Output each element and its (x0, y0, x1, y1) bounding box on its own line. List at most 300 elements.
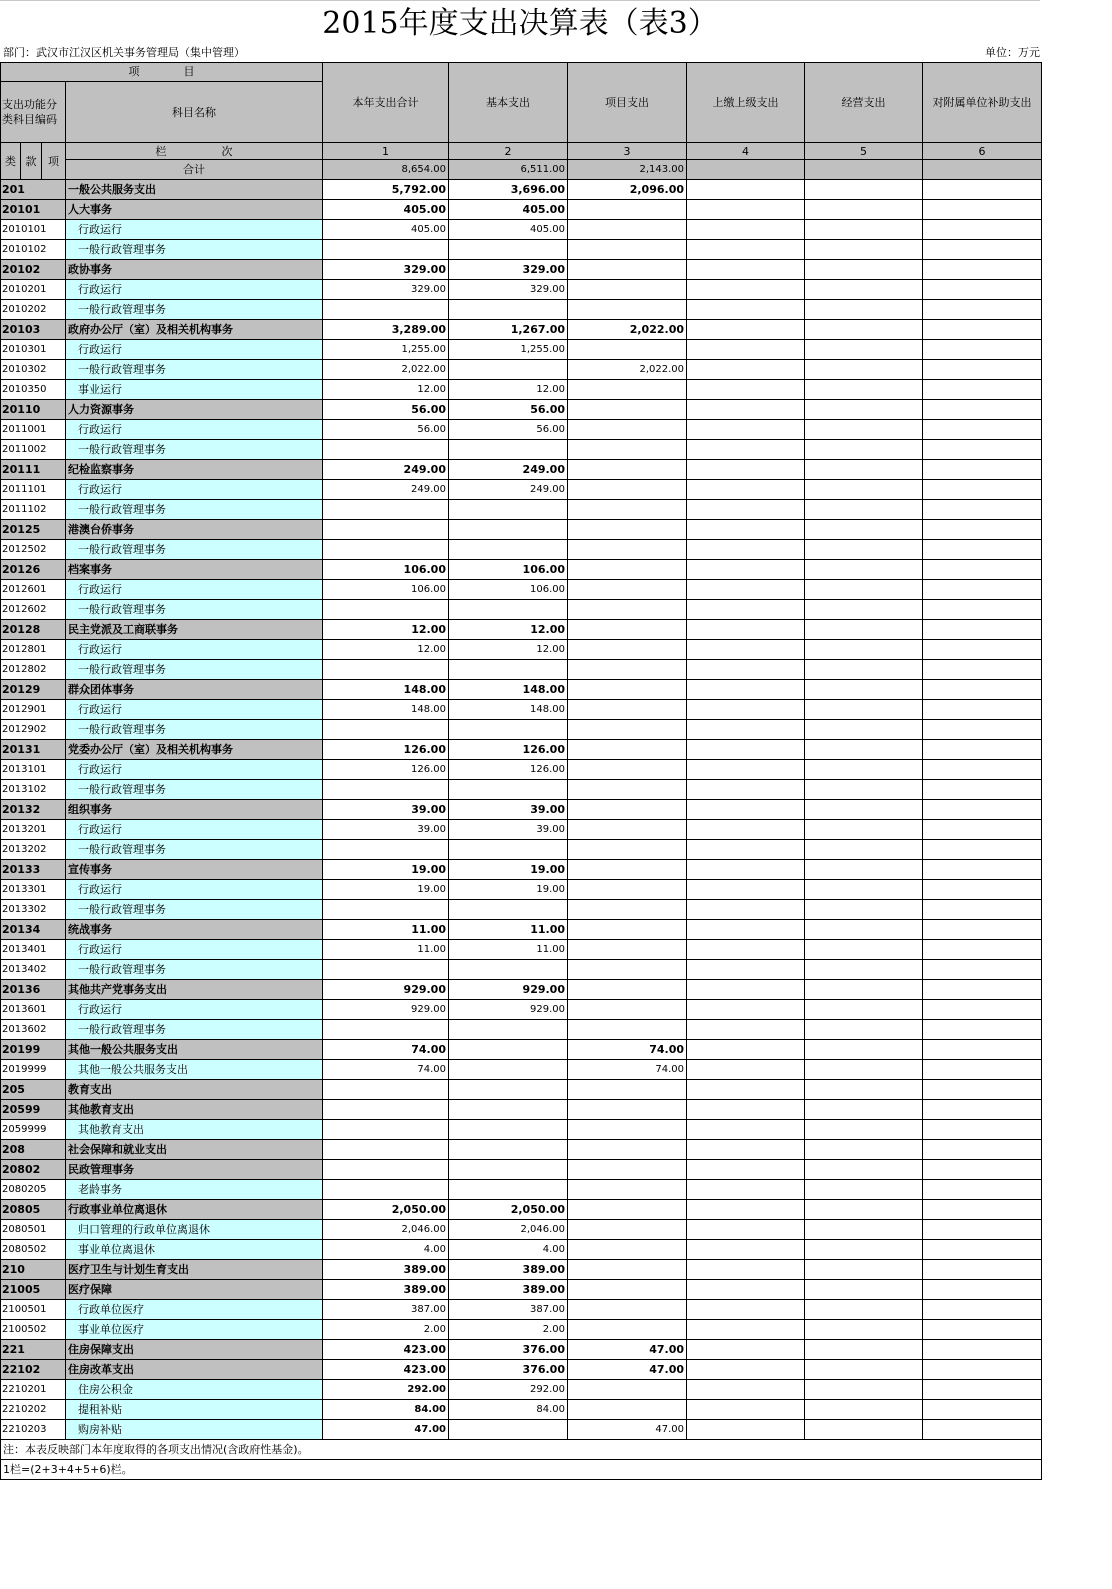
value-cell-col5 (805, 480, 923, 500)
value-cell-col4 (687, 680, 805, 700)
table-row (1, 720, 1042, 740)
value-cell-col6 (923, 980, 1042, 1000)
table-row (1, 740, 1042, 760)
value-cell-col6 (923, 580, 1042, 600)
value-cell-col2: 12.00 (449, 620, 568, 640)
table-row (1, 600, 1042, 620)
value-cell-col4 (687, 340, 805, 360)
subject-code: 2210202 (1, 1400, 66, 1420)
value-cell-col3 (568, 1240, 687, 1260)
value-cell-col6 (923, 820, 1042, 840)
subject-name: 住房保障支出 (66, 1340, 323, 1360)
value-cell-col1: 106.00 (323, 560, 449, 580)
subject-code: 2013301 (1, 880, 66, 900)
value-cell-col3 (568, 480, 687, 500)
value-cell-col5 (805, 380, 923, 400)
value-cell-col5 (805, 640, 923, 660)
value-cell-col6 (923, 1300, 1042, 1320)
value-cell-col3 (568, 1260, 687, 1280)
table-row (1, 920, 1042, 940)
value-cell-col5 (805, 320, 923, 340)
subject-code: 205 (1, 1080, 66, 1100)
value-cell-col1: 47.00 (323, 1420, 449, 1440)
col-num-1: 1 (323, 143, 449, 160)
value-cell-col5 (805, 1180, 923, 1200)
table-row (1, 680, 1042, 700)
value-cell-col5 (805, 460, 923, 480)
value-cell-col2: 12.00 (449, 640, 568, 660)
value-cell-col4 (687, 940, 805, 960)
subject-code: 2013601 (1, 1000, 66, 1020)
value-cell-col3 (568, 500, 687, 520)
value-cell-col6 (923, 640, 1042, 660)
value-cell-col3 (568, 1200, 687, 1220)
subject-code: 2010202 (1, 300, 66, 320)
subject-code: 2080502 (1, 1240, 66, 1260)
value-cell-col4 (687, 260, 805, 280)
value-cell-col1: 126.00 (323, 760, 449, 780)
table-row (1, 220, 1042, 240)
subject-code: 2080501 (1, 1220, 66, 1240)
value-cell-col3 (568, 1380, 687, 1400)
value-cell-col5 (805, 1100, 923, 1120)
value-cell-col6 (923, 1120, 1042, 1140)
value-cell-col5 (805, 660, 923, 680)
table-row (1, 1220, 1042, 1240)
value-cell-col3 (568, 860, 687, 880)
subject-name: 人大事务 (66, 200, 323, 220)
value-cell-col6 (923, 560, 1042, 580)
value-cell-col6 (923, 500, 1042, 520)
value-cell-col1 (323, 720, 449, 740)
subject-name: 一般行政管理事务 (66, 720, 323, 740)
value-cell-col4 (687, 900, 805, 920)
subject-code: 2013602 (1, 1020, 66, 1040)
value-cell-col5 (805, 1280, 923, 1300)
value-cell-col6 (923, 200, 1042, 220)
value-cell-col2 (449, 520, 568, 540)
value-cell-col3 (568, 1120, 687, 1140)
unit-label: 单位：万元 (985, 46, 1040, 59)
value-cell-col1: 84.00 (323, 1400, 449, 1420)
value-cell-col6 (923, 220, 1042, 240)
value-cell-col6 (923, 1260, 1042, 1280)
value-cell-col3 (568, 680, 687, 700)
subject-name: 一般行政管理事务 (66, 900, 323, 920)
value-cell-col4 (687, 780, 805, 800)
value-cell-col4 (687, 620, 805, 640)
code-header: 支出功能分类科目编码 (1, 82, 66, 143)
value-cell-col3 (568, 720, 687, 740)
value-cell-col5 (805, 420, 923, 440)
table-row (1, 1400, 1042, 1420)
col-header-basic: 基本支出 (449, 63, 568, 143)
value-cell-col5 (805, 260, 923, 280)
subject-code: 20805 (1, 1200, 66, 1220)
value-cell-col4 (687, 1140, 805, 1160)
value-cell-col1: 929.00 (323, 980, 449, 1000)
value-cell-col4 (687, 240, 805, 260)
value-cell-col3 (568, 420, 687, 440)
value-cell-col3 (568, 660, 687, 680)
subject-code: 2011102 (1, 500, 66, 520)
value-cell-col2 (449, 1040, 568, 1060)
value-cell-col5 (805, 800, 923, 820)
value-cell-col3: 74.00 (568, 1040, 687, 1060)
value-cell-col5 (805, 740, 923, 760)
table-row (1, 1020, 1042, 1040)
value-cell-col1 (323, 1160, 449, 1180)
value-cell-col5 (805, 520, 923, 540)
value-cell-col2: 148.00 (449, 700, 568, 720)
subject-code: 20101 (1, 200, 66, 220)
subject-name: 民政管理事务 (66, 1160, 323, 1180)
subject-name: 行政运行 (66, 760, 323, 780)
table-row (1, 1060, 1042, 1080)
subject-name: 一般行政管理事务 (66, 840, 323, 860)
col-num-3: 3 (568, 143, 687, 160)
value-cell-col5 (805, 1340, 923, 1360)
subject-name: 购房补贴 (66, 1420, 323, 1440)
value-cell-col5 (805, 220, 923, 240)
value-cell-col4 (687, 820, 805, 840)
subject-name: 行政事业单位离退休 (66, 1200, 323, 1220)
subject-name: 人力资源事务 (66, 400, 323, 420)
value-cell-col1: 56.00 (323, 400, 449, 420)
subject-code: 20199 (1, 1040, 66, 1060)
value-cell-col4 (687, 1220, 805, 1240)
value-cell-col6 (923, 860, 1042, 880)
value-cell-col1 (323, 1020, 449, 1040)
value-cell-col3 (568, 560, 687, 580)
subject-code: 2012602 (1, 600, 66, 620)
value-cell-col5 (805, 540, 923, 560)
value-cell-col5 (805, 560, 923, 580)
table-row (1, 1380, 1042, 1400)
table-row (1, 1360, 1042, 1380)
value-cell-col1 (323, 240, 449, 260)
subject-name: 其他共产党事务支出 (66, 980, 323, 1000)
value-cell-col5 (805, 360, 923, 380)
subject-name: 一般行政管理事务 (66, 780, 323, 800)
value-cell-col5 (805, 1300, 923, 1320)
subject-code: 20134 (1, 920, 66, 940)
value-cell-col3 (568, 220, 687, 240)
value-cell-col5 (805, 1200, 923, 1220)
value-cell-col1: 292.00 (323, 1380, 449, 1400)
subject-code: 2010301 (1, 340, 66, 360)
value-cell-col6 (923, 520, 1042, 540)
value-cell-col1: 148.00 (323, 680, 449, 700)
value-cell-col3 (568, 580, 687, 600)
value-cell-col1: 2,022.00 (323, 360, 449, 380)
value-cell-col5 (805, 600, 923, 620)
value-cell-col3 (568, 800, 687, 820)
value-cell-col1: 929.00 (323, 1000, 449, 1020)
value-cell-col3 (568, 1140, 687, 1160)
table-row (1, 240, 1042, 260)
value-cell-col2 (449, 1160, 568, 1180)
table-row (1, 860, 1042, 880)
value-cell-col4 (687, 320, 805, 340)
lei-header: 类 (1, 143, 21, 180)
subject-code: 2080205 (1, 1180, 66, 1200)
subject-name: 行政运行 (66, 420, 323, 440)
value-cell-col4 (687, 1080, 805, 1100)
value-cell-col3 (568, 1300, 687, 1320)
value-cell-col2 (449, 900, 568, 920)
value-cell-col5 (805, 1040, 923, 1060)
value-cell-col5 (805, 1380, 923, 1400)
subject-name: 民主党派及工商联事务 (66, 620, 323, 640)
value-cell-col6 (923, 780, 1042, 800)
value-cell-col6 (923, 1220, 1042, 1240)
value-cell-col4 (687, 1040, 805, 1060)
value-cell-col4 (687, 200, 805, 220)
value-cell-col2: 11.00 (449, 920, 568, 940)
subject-code: 2010102 (1, 240, 66, 260)
value-cell-col1 (323, 1140, 449, 1160)
value-cell-col3 (568, 460, 687, 480)
subject-name: 事业单位医疗 (66, 1320, 323, 1340)
subject-code: 2013202 (1, 840, 66, 860)
table-row (1, 560, 1042, 580)
value-cell-col6 (923, 920, 1042, 940)
table-row (1, 400, 1042, 420)
value-cell-col2 (449, 1420, 568, 1440)
value-cell-col6 (923, 1020, 1042, 1040)
value-cell-col3 (568, 1180, 687, 1200)
value-cell-col4 (687, 800, 805, 820)
subject-name: 教育支出 (66, 1080, 323, 1100)
subject-code: 20125 (1, 520, 66, 540)
value-cell-col6 (923, 800, 1042, 820)
col-header-project: 项目支出 (568, 63, 687, 143)
table-row (1, 1180, 1042, 1200)
value-cell-col6 (923, 1280, 1042, 1300)
value-cell-col1: 1,255.00 (323, 340, 449, 360)
value-cell-col2: 19.00 (449, 880, 568, 900)
value-cell-col2: 929.00 (449, 980, 568, 1000)
value-cell-col3 (568, 200, 687, 220)
subject-name: 一般行政管理事务 (66, 660, 323, 680)
value-cell-col4 (687, 180, 805, 200)
value-cell-col4 (687, 1020, 805, 1040)
value-cell-col4 (687, 160, 805, 180)
value-cell-col1: 11.00 (323, 940, 449, 960)
value-cell-col3 (568, 240, 687, 260)
xiang-header: 项 (42, 143, 66, 180)
value-cell-col2: 249.00 (449, 480, 568, 500)
value-cell-col6 (923, 400, 1042, 420)
table-row (1, 960, 1042, 980)
value-cell-col3 (568, 280, 687, 300)
value-cell-col3 (568, 640, 687, 660)
subject-name: 党委办公厅（室）及相关机构事务 (66, 740, 323, 760)
table-row (1, 480, 1042, 500)
subject-code: 2012901 (1, 700, 66, 720)
value-cell-col6 (923, 1000, 1042, 1020)
subject-code: 2210203 (1, 1420, 66, 1440)
table-row (1, 1340, 1042, 1360)
value-cell-col5 (805, 880, 923, 900)
value-cell-col6 (923, 720, 1042, 740)
value-cell-col5 (805, 340, 923, 360)
value-cell-col1 (323, 440, 449, 460)
value-cell-col6 (923, 300, 1042, 320)
item-group-header: 项 目 (1, 63, 323, 82)
table-row (1, 1420, 1042, 1440)
value-cell-col6 (923, 1060, 1042, 1080)
subject-code: 2100502 (1, 1320, 66, 1340)
value-cell-col1: 12.00 (323, 620, 449, 640)
title-rule (0, 0, 1040, 1)
value-cell-col2 (449, 1020, 568, 1040)
table-row (1, 420, 1042, 440)
table-row (1, 1280, 1042, 1300)
value-cell-col6 (923, 960, 1042, 980)
value-cell-col3: 47.00 (568, 1360, 687, 1380)
value-cell-col5 (805, 280, 923, 300)
value-cell-col4 (687, 1360, 805, 1380)
value-cell-col4 (687, 1400, 805, 1420)
value-cell-col4 (687, 1200, 805, 1220)
value-cell-col1 (323, 1120, 449, 1140)
value-cell-col6 (923, 480, 1042, 500)
subject-name: 行政运行 (66, 880, 323, 900)
value-cell-col6 (923, 660, 1042, 680)
subject-code: 2010302 (1, 360, 66, 380)
value-cell-col4 (687, 660, 805, 680)
value-cell-col4 (687, 400, 805, 420)
value-cell-col3: 74.00 (568, 1060, 687, 1080)
subject-name: 行政运行 (66, 700, 323, 720)
subject-name: 一般行政管理事务 (66, 960, 323, 980)
value-cell-col6 (923, 700, 1042, 720)
value-cell-col2: 376.00 (449, 1360, 568, 1380)
subject-code: 20131 (1, 740, 66, 760)
value-cell-col2: 126.00 (449, 760, 568, 780)
value-cell-col3 (568, 520, 687, 540)
value-cell-col4 (687, 1300, 805, 1320)
table-row (1, 280, 1042, 300)
value-cell-col2: 19.00 (449, 860, 568, 880)
value-cell-col3 (568, 940, 687, 960)
value-cell-col1: 2,050.00 (323, 1200, 449, 1220)
value-cell-col6 (923, 1160, 1042, 1180)
value-cell-col4 (687, 720, 805, 740)
value-cell-col1: 329.00 (323, 280, 449, 300)
subject-code: 20110 (1, 400, 66, 420)
subject-name: 行政运行 (66, 640, 323, 660)
table-row (1, 1080, 1042, 1100)
value-cell-col5 (805, 820, 923, 840)
value-cell-col1: 2.00 (323, 1320, 449, 1340)
value-cell-col5 (805, 840, 923, 860)
value-cell-col5 (805, 960, 923, 980)
subject-name: 其他教育支出 (66, 1120, 323, 1140)
value-cell-col3 (568, 780, 687, 800)
subject-name: 一般行政管理事务 (66, 540, 323, 560)
subject-name: 行政运行 (66, 940, 323, 960)
expenditure-table (0, 62, 1042, 1480)
value-cell-col2: 106.00 (449, 580, 568, 600)
value-cell-col2: 2,046.00 (449, 1220, 568, 1240)
value-cell-col1: 11.00 (323, 920, 449, 940)
value-cell-col3 (568, 620, 687, 640)
value-cell-col5 (805, 1080, 923, 1100)
value-cell-col2 (449, 360, 568, 380)
table-row (1, 1040, 1042, 1060)
subject-code: 221 (1, 1340, 66, 1360)
table-row (1, 1100, 1042, 1120)
value-cell-col1: 19.00 (323, 880, 449, 900)
subject-name: 其他一般公共服务支出 (66, 1060, 323, 1080)
value-cell-col6 (923, 1080, 1042, 1100)
lan-ci-header: 栏 次 (66, 143, 323, 160)
value-cell-col4 (687, 220, 805, 240)
value-cell-col3 (568, 1000, 687, 1020)
value-cell-col2: 329.00 (449, 280, 568, 300)
value-cell-col6 (923, 320, 1042, 340)
value-cell-col2: 405.00 (449, 200, 568, 220)
subject-code: 20132 (1, 800, 66, 820)
subject-code: 2019999 (1, 1060, 66, 1080)
subject-code: 2010350 (1, 380, 66, 400)
value-cell-col4 (687, 360, 805, 380)
value-cell-col4 (687, 1100, 805, 1120)
value-cell-col4 (687, 960, 805, 980)
subject-code: 20111 (1, 460, 66, 480)
subject-code: 2012601 (1, 580, 66, 600)
value-cell-col3 (568, 1400, 687, 1420)
value-cell-col4 (687, 1120, 805, 1140)
value-cell-col5 (805, 900, 923, 920)
subject-name: 统战事务 (66, 920, 323, 940)
value-cell-col5 (805, 780, 923, 800)
value-cell-col2 (449, 1100, 568, 1120)
value-cell-col6 (923, 1340, 1042, 1360)
value-cell-col2 (449, 1060, 568, 1080)
table-row (1, 1260, 1042, 1280)
value-cell-col6 (923, 680, 1042, 700)
value-cell-col4 (687, 1160, 805, 1180)
value-cell-col4 (687, 1260, 805, 1280)
table-note: 1栏=(2+3+4+5+6)栏。 (1, 1460, 1042, 1480)
value-cell-col2 (449, 1140, 568, 1160)
table-row (1, 1120, 1042, 1140)
table-row (1, 320, 1042, 340)
value-cell-col1: 249.00 (323, 480, 449, 500)
value-cell-col3 (568, 600, 687, 620)
value-cell-col2: 389.00 (449, 1280, 568, 1300)
subject-code: 2012801 (1, 640, 66, 660)
value-cell-col4 (687, 520, 805, 540)
value-cell-col3 (568, 760, 687, 780)
table-row (1, 1320, 1042, 1340)
value-cell-col2: 2.00 (449, 1320, 568, 1340)
value-cell-col4 (687, 600, 805, 620)
value-cell-col5 (805, 160, 923, 180)
table-row (1, 1240, 1042, 1260)
value-cell-col2: 2,050.00 (449, 1200, 568, 1220)
value-cell-col4 (687, 280, 805, 300)
value-cell-col6 (923, 1240, 1042, 1260)
value-cell-col5 (805, 1320, 923, 1340)
value-cell-col6 (923, 420, 1042, 440)
value-cell-col1: 8,654.00 (323, 160, 449, 180)
value-cell-col6 (923, 1180, 1042, 1200)
